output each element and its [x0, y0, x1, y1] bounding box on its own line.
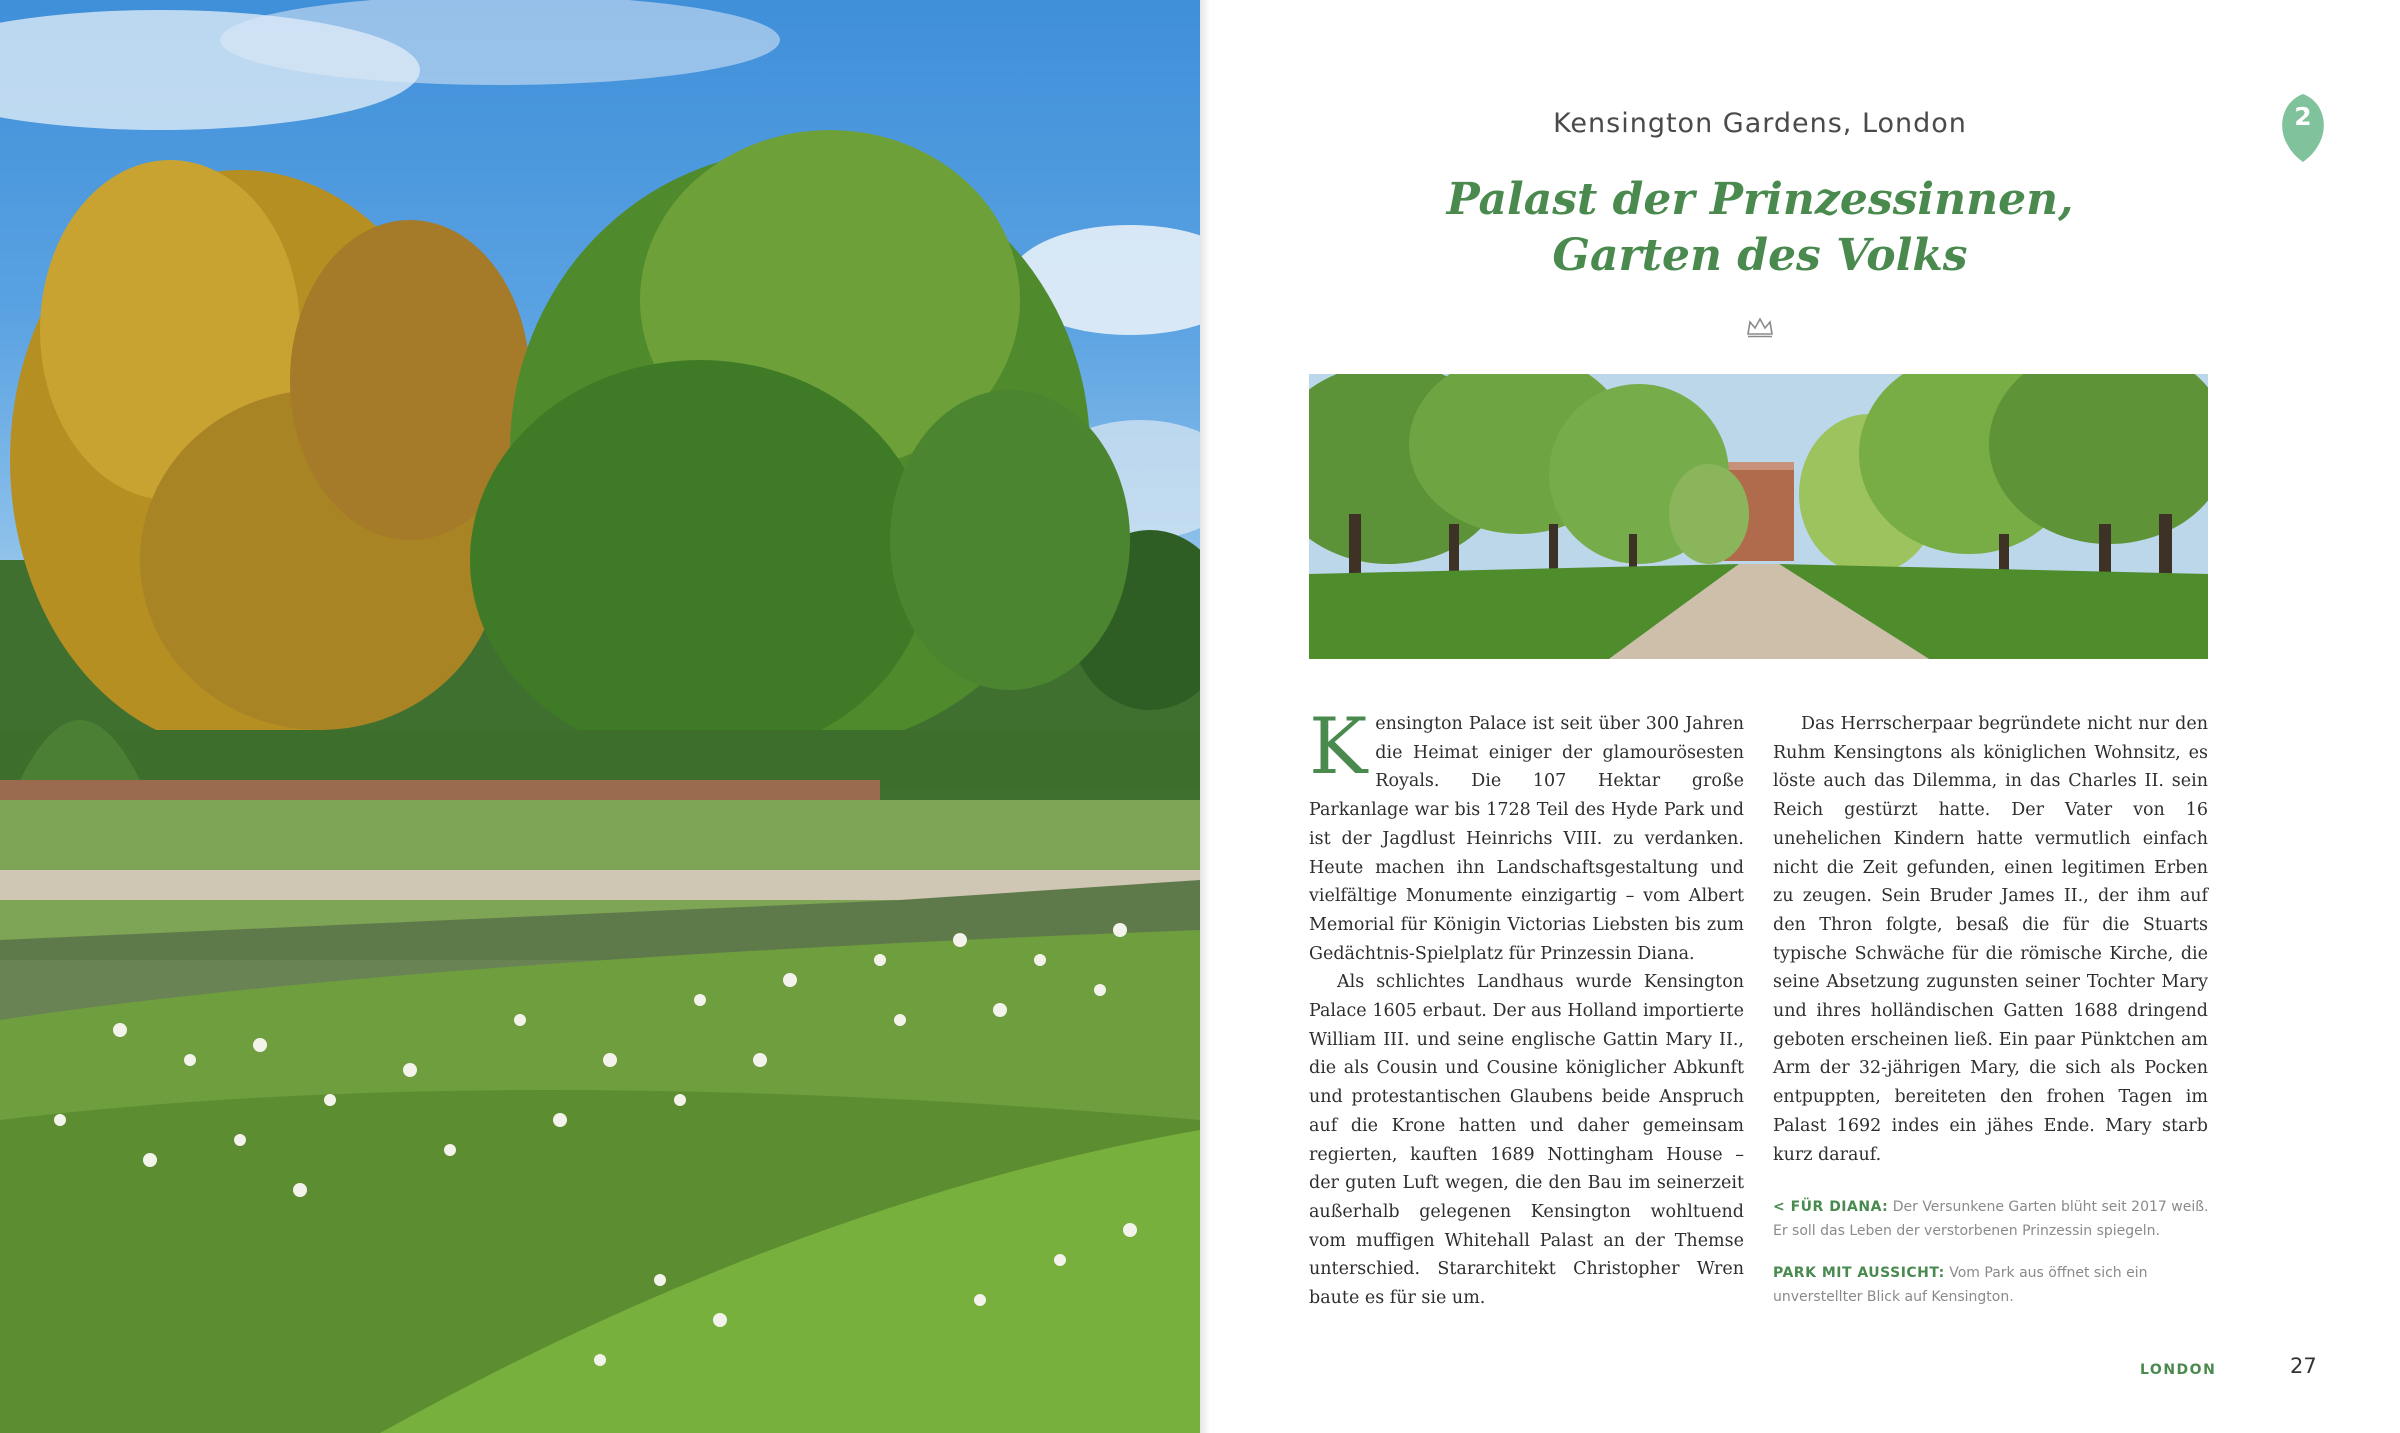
- article-column-1: [1309, 702, 1744, 1313]
- photo-captions: [1773, 1195, 2211, 1327]
- palace-avenue-illustration: [1309, 374, 2208, 659]
- drop-cap: K: [1309, 702, 1368, 792]
- article-paragraph-text: ensington Palace ist seit über 300 Jahren die Heimat einiger der glamourösesten Royals. Die 107 Hektar große Parkanlage war bis 1728 Teil des Hyde Park und ist der Jagdlust Heinrichs VIII. zu verdanken. Heute machen ihn Landschaftsgestaltung und vielfältige Monumente einzigartig – vom Albert Memorial für Königin Victorias Liebsten bis zum Gedächtnis-Spielplatz für Prinzessin Diana.: [1309, 714, 1744, 964]
- caption-label: PARK MIT AUSSICHT:: [1773, 1265, 1945, 1281]
- location-heading: Kensington Gardens, London: [1553, 108, 1967, 139]
- title-line-2: Garten des Volks: [1552, 230, 1968, 281]
- page-title: [1310, 172, 2210, 284]
- title-line-1: Palast der Prinzessinnen,: [1446, 174, 2074, 225]
- page-gutter: [1200, 0, 1210, 1433]
- caption-text: Der Versunkene Garten blüht seit 2017 weiß. Er soll das Leben der verstorbenen Prinzessin spiegeln.: [1773, 1199, 2209, 1239]
- caption-diana: [1773, 1195, 2211, 1243]
- caption-park: [1773, 1261, 2211, 1309]
- article-paragraph: Als schlichtes Landhaus wurde Kensington Palace 1605 erbaut. Der aus Holland importierte William III. und seine englische Gattin Mary II., die als Cousin und Cousine königlicher Abkunft und protestantischen Glaubens beide Anspruch auf die Krone hatten und daher gemeinsam regierten, kauften 1689 Nottingham House – der guten Luft wegen, die den Bau im seinerzeit außerhalb gelegenen Kensington wohltuend vom muffigen Whitehall Palast an der Themse unterschied. Stararchitekt Christopher Wren baute es für sie um.: [1309, 972, 1744, 1309]
- palace-avenue-photo: [1309, 374, 2208, 659]
- article-column-2: [1773, 710, 2208, 1169]
- article-paragraph: Das Herrscherpaar begründete nicht nur den Ruhm Kensingtons als königlichen Wohnsitz, es löste auch das Dilemma, in das Charles II. sein Reich gestürzt hatte. Der Vater von 16 unehelichen Kindern hatte vermutlich einfach nicht die Zeit gefunden, einen legitimen Erben zu zeugen. Sein Bruder James II., der ihm auf den Thron folgte, besaß die für die Stuarts typische Schwäche für die römische Kirche, die seine Absetzung zugunsten seiner Tochter Mary und ihres holländischen Gatten 1688 dringend geboten erscheinen ließ. Ein paar Pünktchen am Arm der 32-jährigen Mary, die sich als Pocken entpuppten, bereiteten den frohen Tagen im Palast 1692 indes ein jähes Ende. Mary starb kurz darauf.: [1773, 714, 2208, 1165]
- chapter-badge: [2278, 92, 2328, 164]
- chapter-number: 2: [2294, 102, 2312, 131]
- crown-icon: [1746, 316, 1774, 338]
- section-label: LONDON: [2140, 1362, 2217, 1378]
- page-number: 27: [2290, 1354, 2317, 1378]
- caption-text: Vom Park aus öffnet sich ein unverstellter Blick auf Kensington.: [1773, 1265, 2148, 1305]
- article-paragraph: [1309, 702, 1744, 968]
- caption-label: < FÜR DIANA:: [1773, 1199, 1889, 1215]
